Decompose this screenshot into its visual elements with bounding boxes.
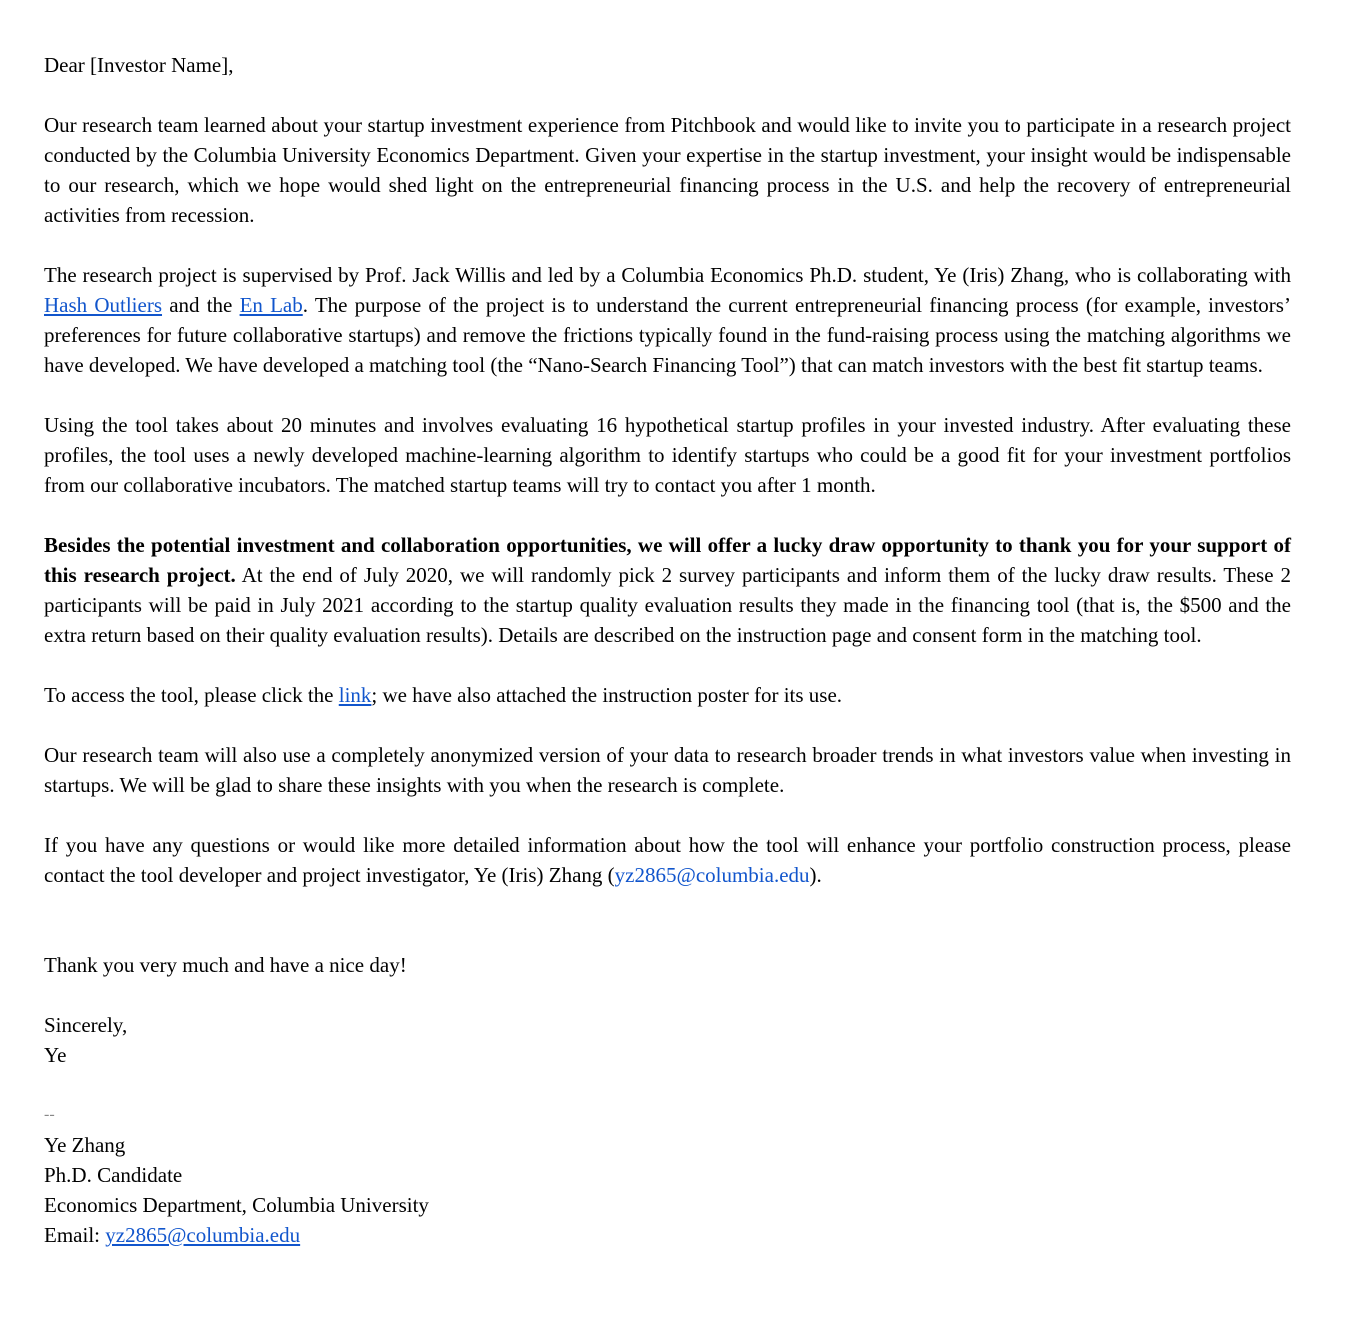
signature-name: Ye Zhang xyxy=(44,1133,126,1157)
spacer xyxy=(44,230,1291,260)
access-text-2: ; we have also attached the instruction poster for its use. xyxy=(371,683,843,707)
spacer xyxy=(44,980,1291,1010)
paragraph-tool-usage: Using the tool takes about 20 minutes and involves evaluating 16 hypothetical startup profiles in your invested industry. After evaluating these profiles, the tool uses a newly developed machine-learning algorithm to identify startups who could be a good fit for your investment portfolios from our collaborative incubators. The matched startup teams will try to contact you after 1 month. xyxy=(44,413,1291,497)
paragraph-project-text-2: and the xyxy=(162,293,240,317)
paragraph-project-text-3: . The purpose of the project is to understand the current entrepreneurial financing process (for example, investors’ preferences for future collaborative startups) and remove the frictions typically found in the fund-raising process using the matching algorithms we have developed. We have developed a matching tool (the “Nano-Search Financing Tool”) that can match investors with the best fit startup teams. xyxy=(44,293,1291,377)
contact-email[interactable]: yz2865@columbia.edu xyxy=(614,863,810,887)
lucky-draw-bold-text: Besides the potential investment and collaboration opportunities, we will offer a lucky draw opportunity to thank you for your support of this research project. xyxy=(44,533,1291,587)
contact-text-2: ). xyxy=(809,863,822,887)
paragraph-anonymized-data: Our research team will also use a completely anonymized version of your data to research broader trends in what investors value when investing in startups. We will be glad to share these insights with you when the research is complete. xyxy=(44,743,1291,797)
spacer xyxy=(44,500,1291,530)
tool-link[interactable]: link xyxy=(338,683,372,707)
paragraph-access xyxy=(44,680,1291,710)
spacer xyxy=(44,890,1291,950)
hash-outliers-link[interactable]: Hash Outliers xyxy=(44,293,163,317)
lucky-draw-text: At the end of July 2020, we will randomly pick 2 survey participants and inform them of the lucky draw results. These 2 participants will be paid in July 2021 according to the startup quality evaluation results they made in the financing tool (that is, the $500 and the extra return based on their quality evaluation results). Details are described on the instruction page and consent form in the matching tool. xyxy=(44,563,1292,647)
paragraph-invitation: Our research team learned about your startup investment experience from Pitchbook and would like to invite you to participate in a research project conducted by the Columbia University Economics Department. Given your expertise in the startup investment, your insight would be indispensable to our research, which we hope would shed light on the entrepreneurial financing process in the U.S. and help the recovery of entrepreneurial activities from recession. xyxy=(44,113,1291,227)
en-lab-link[interactable]: En Lab xyxy=(239,293,303,317)
greeting: Dear [Investor Name], xyxy=(44,53,234,77)
signature-affiliation: Economics Department, Columbia University xyxy=(44,1193,429,1217)
spacer xyxy=(44,380,1291,410)
signature-email-line xyxy=(44,1220,1291,1250)
paragraph-lucky-draw xyxy=(44,530,1291,650)
closing-line: Sincerely, xyxy=(44,1013,128,1037)
contact-text-1: If you have any questions or would like more detailed information about how the tool will enhance your portfolio construction process, please contact the tool developer and project investigator, Ye (Iris) Zhang ( xyxy=(44,833,1291,887)
sender-short-name: Ye xyxy=(44,1043,67,1067)
spacer xyxy=(44,710,1291,740)
spacer xyxy=(44,800,1291,830)
access-text-1: To access the tool, please click the xyxy=(44,683,339,707)
paragraph-contact xyxy=(44,830,1291,890)
thanks-line: Thank you very much and have a nice day! xyxy=(44,953,407,977)
signature-email-label: Email: xyxy=(44,1223,106,1247)
signature-email-link[interactable]: yz2865@columbia.edu xyxy=(105,1223,301,1247)
spacer xyxy=(44,1070,1291,1100)
signature-title: Ph.D. Candidate xyxy=(44,1163,183,1187)
signature-block xyxy=(44,1100,1291,1250)
signature-separator: -- xyxy=(44,1106,55,1123)
paragraph-project-text-1: The research project is supervised by Prof. Jack Willis and led by a Columbia Economics Ph.D. student, Ye (Iris) Zhang, who is collaborating with xyxy=(44,263,1291,287)
paragraph-project xyxy=(44,260,1291,380)
spacer xyxy=(44,650,1291,680)
spacer xyxy=(44,80,1291,110)
